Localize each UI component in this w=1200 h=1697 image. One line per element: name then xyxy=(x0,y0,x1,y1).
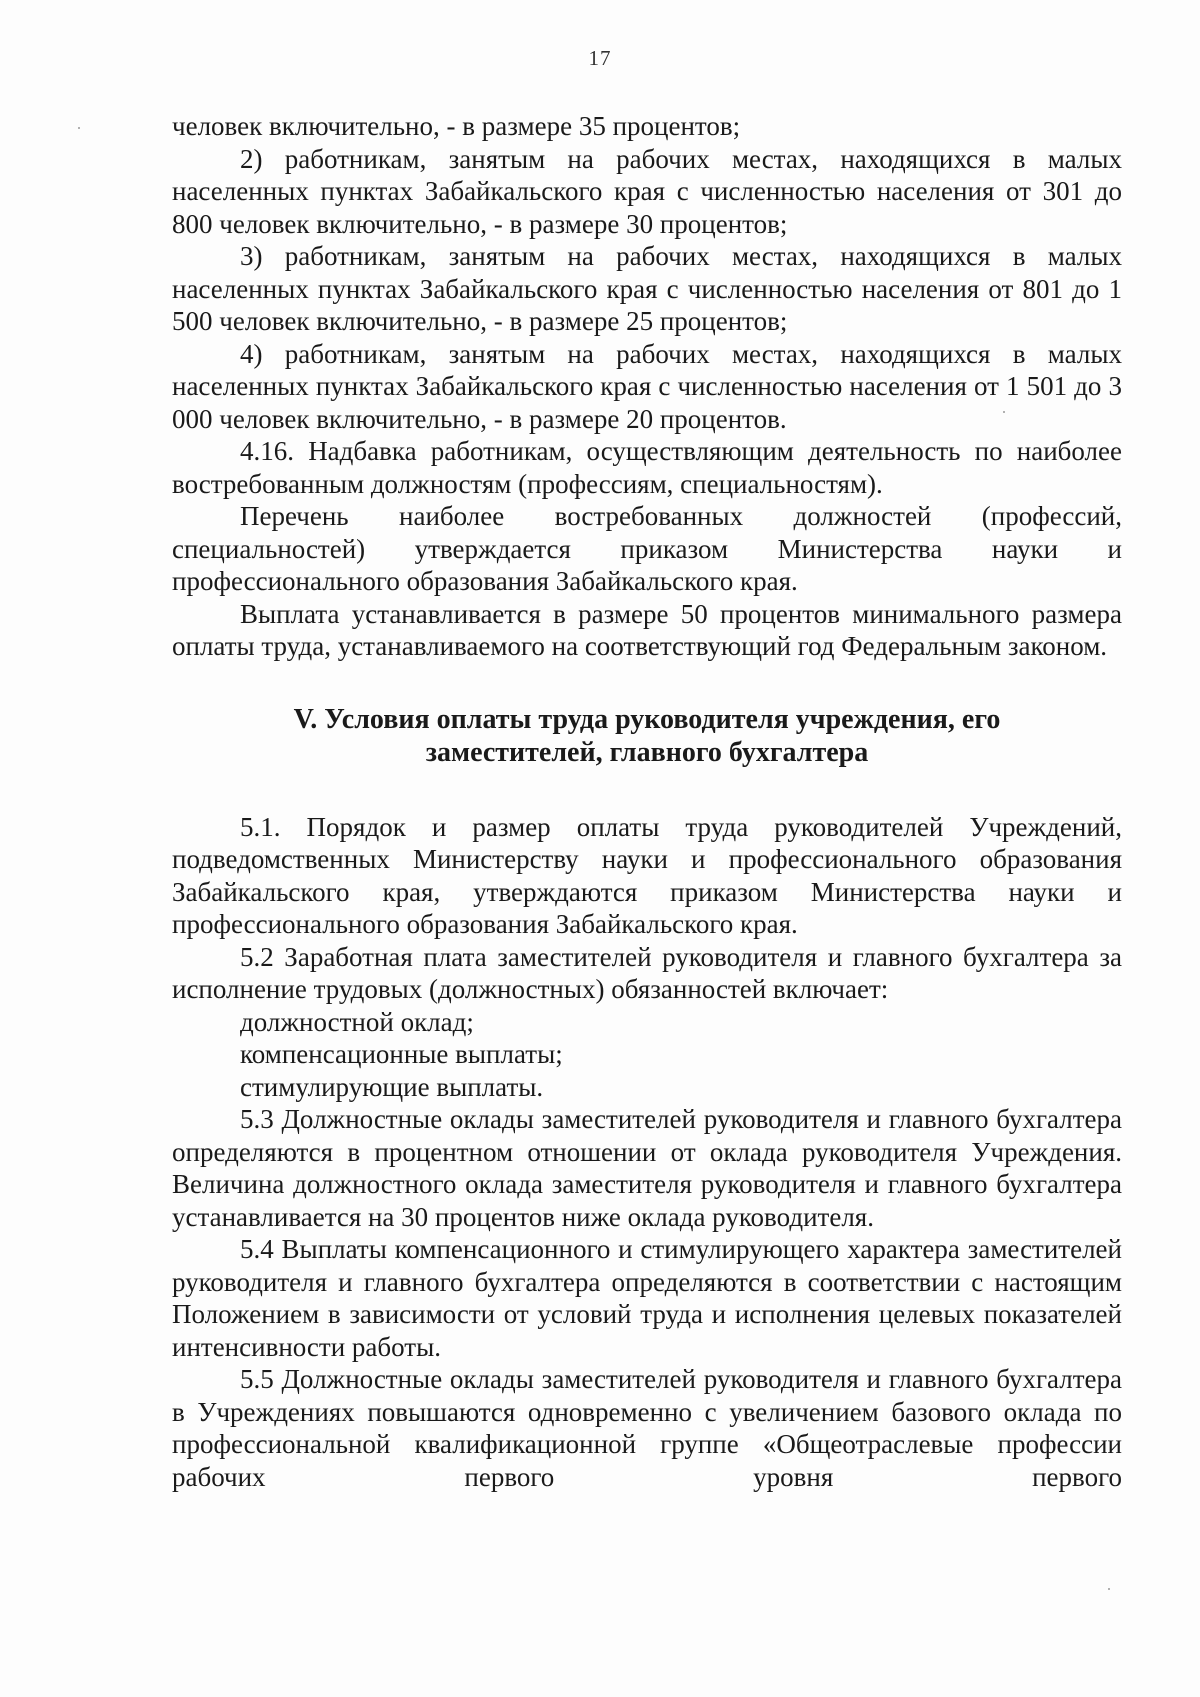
section-heading-line-1: V. Условия оплаты труда руководителя учреждения, его xyxy=(293,703,1001,735)
paragraph-continuation: человек включительно, - в размере 35 процентов; xyxy=(172,111,741,141)
scan-speck xyxy=(1003,411,1005,413)
paragraph-4-16: 4.16. Надбавка работникам, осуществляющим деятельность по наиболее востребованным должностям (профессиям, специальностям). xyxy=(172,436,1122,499)
document-body xyxy=(172,110,1122,1493)
paragraph-payment-amount: Выплата устанавливается в размере 50 процентов минимального размера оплаты труда, устанавливаемого на соответствующий год Федеральным законом. xyxy=(172,598,1122,661)
paragraph-item-2: 2) работникам, занятым на рабочих местах, находящихся в малых населенных пунктах Забайкальского края с численностью населения от 301 до 800 человек включительно, - в размере 30 процентов; xyxy=(172,143,1122,239)
list-item: стимулирующие выплаты. xyxy=(240,1071,544,1102)
scan-speck xyxy=(78,127,80,129)
paragraph-item-4: 4) работникам, занятым на рабочих местах, находящихся в малых населенных пунктах Забайкальского края с численностью населения от 1 501 до 3 000 человек включительно, - в размере 20 процентов. xyxy=(172,338,1122,434)
paragraph-5-4: 5.4 Выплаты компенсационного и стимулирующего характера заместителей руководителя и главного бухгалтера определяются в соответствии с настоящим Положением в зависимости от условий труда и исполнения целевых показателей интенсивности работы. xyxy=(172,1234,1122,1362)
section-heading xyxy=(172,703,1122,769)
paragraph-list-approval: Перечень наиболее востребованных должностей (профессий, специальностей) утверждается приказом Министерства науки и профессионального образования Забайкальского края. xyxy=(172,501,1122,596)
section-v-body xyxy=(172,811,1122,1494)
scan-speck xyxy=(1108,1588,1110,1590)
paragraph-5-2: 5.2 Заработная плата заместителей руководителя и главного бухгалтера за исполнение трудовых (должностных) обязанностей включает: xyxy=(172,941,1122,1004)
section-heading-line-2: заместителей, главного бухгалтера xyxy=(425,736,869,768)
paragraph-5-1: 5.1. Порядок и размер оплаты труда руководителей Учреждений, подведомственных Министерству науки и профессионального образования Забайкальского края, утверждаются приказом Министерства науки и профессионального образования Забайкальского края. xyxy=(172,811,1122,939)
paragraph-5-3: 5.3 Должностные оклады заместителей руководителя и главного бухгалтера определяются в процентном отношении от оклада руководителя Учреждения. Величина должностного оклада заместителя руководителя и главного бухгалтера устанавливается на 30 процентов ниже оклада руководителя. xyxy=(172,1104,1122,1232)
paragraph-5-5: 5.5 Должностные оклады заместителей руководителя и главного бухгалтера в Учреждениях повышаются одновременно с увеличением базового оклада по профессиональной квалификационной группе «Общеотраслевые профессии рабочих первого уровня первого xyxy=(172,1364,1122,1492)
list-item: компенсационные выплаты; xyxy=(240,1039,563,1069)
page-number: 17 xyxy=(588,46,612,70)
list-item: должностной оклад; xyxy=(240,1006,474,1037)
paragraph-item-3: 3) работникам, занятым на рабочих местах, находящихся в малых населенных пунктах Забайкальского края с численностью населения от 801 до 1 500 человек включительно, - в размере 25 процентов; xyxy=(172,241,1122,336)
